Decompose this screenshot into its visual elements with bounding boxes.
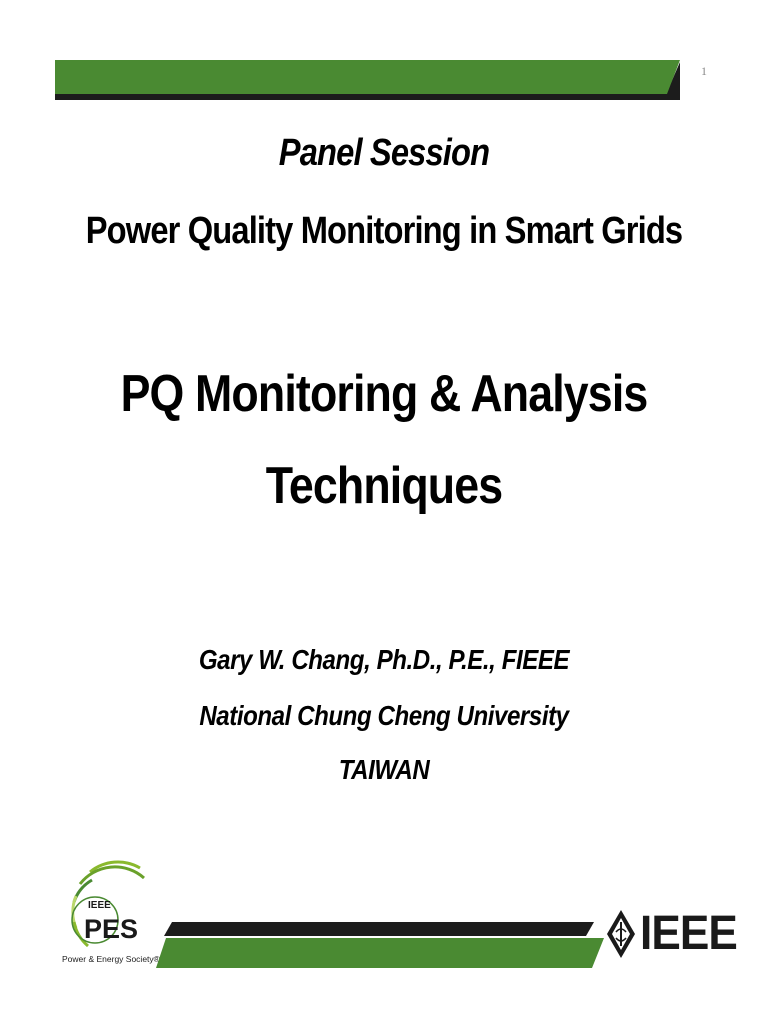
- bottom-accent-bar: [156, 922, 604, 968]
- author-name: Gary W. Chang, Ph.D., P.E., FIEEE: [198, 644, 570, 675]
- slide-title-line-1: PQ Monitoring & Analysis: [120, 365, 648, 423]
- pes-badge-pes-text: PES: [84, 914, 139, 944]
- page-number: 1: [701, 64, 707, 78]
- top-accent-bar: [55, 60, 680, 100]
- ieee-wordmark: IEEE: [640, 907, 737, 960]
- pes-caption: Power & Energy Society®: [62, 954, 160, 964]
- author-country: TAIWAN: [338, 754, 430, 785]
- pes-badge-ieee-text: IEEE: [88, 900, 111, 911]
- author-affiliation: National Chung Cheng University: [199, 700, 569, 731]
- slide-title-line-2: Techniques: [265, 457, 503, 515]
- session-label: Panel Session: [278, 132, 490, 174]
- session-topic: Power Quality Monitoring in Smart Grids: [85, 210, 683, 252]
